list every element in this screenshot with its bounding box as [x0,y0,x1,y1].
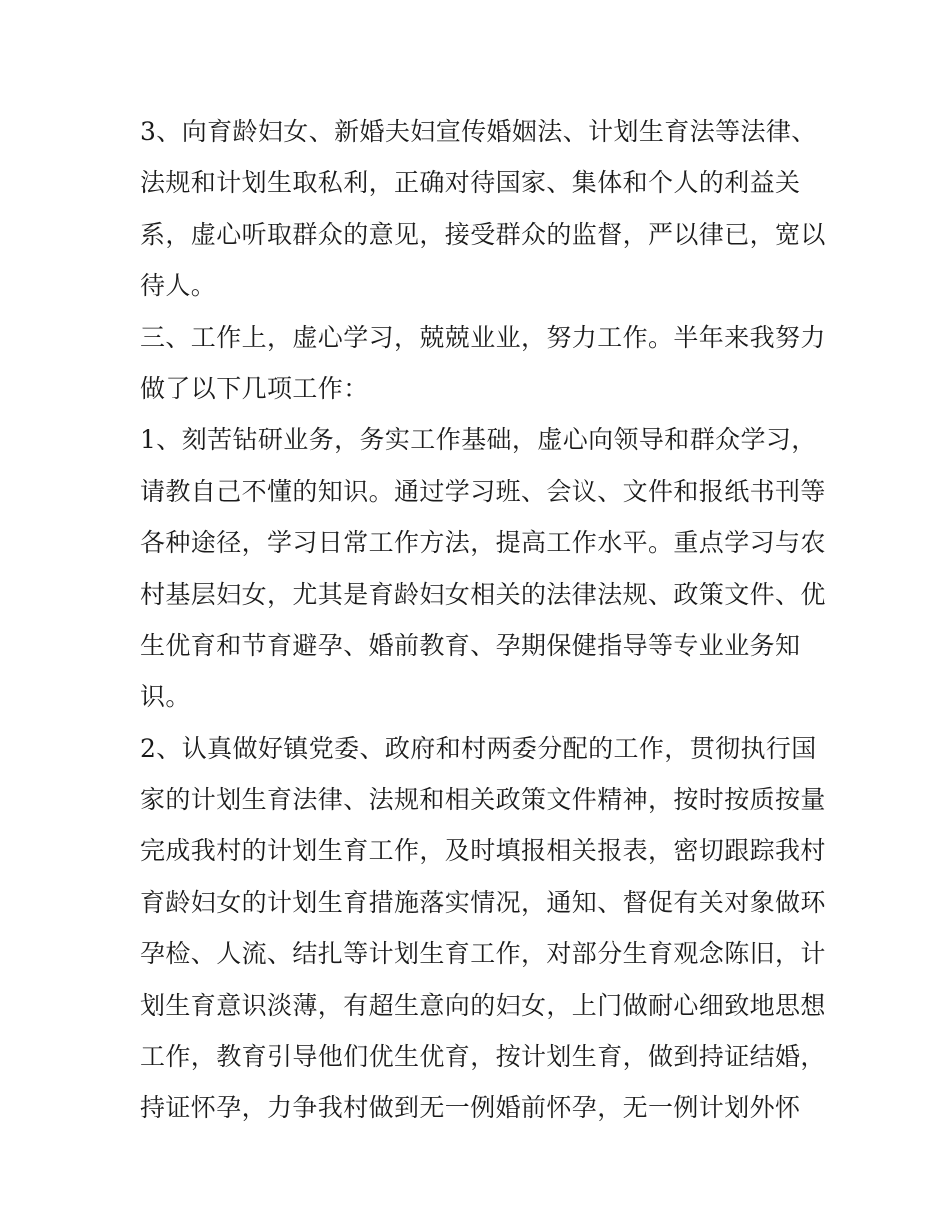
text-line: 家的计划生育法律、法规和相关政策文件精神，按时按质按量 [140,785,826,815]
text-line: 做了以下几项工作： [140,373,369,403]
text-line: 请教自己不懂的知识。通过学习班、会议、文件和报纸书刊等 [140,476,826,506]
text-line: 各种途径，学习日常工作方法，提高工作水平。重点学习与农 [140,528,826,558]
text-line: 3、向育龄妇女、新婚夫妇宣传婚姻法、计划生育法等法律、 [140,117,817,146]
text-line: 生优育和节育避孕、婚前教育、孕期保健指导等专业业务知 [140,630,801,660]
text-line: 工作，教育引导他们优生优育，按计划生育，做到持证结婚， [140,1042,826,1072]
text-line: 法规和计划生取私利，正确对待国家、集体和个人的利益关 [140,168,801,198]
text-line: 识。 [140,682,191,712]
text-line: 孕检、人流、结扎等计划生育工作，对部分生育观念陈旧，计 [140,939,826,969]
text-line: 村基层妇女，尤其是育龄妇女相关的法律法规、政策文件、优 [140,579,826,609]
section-heading-line: 三、工作上，虚心学习，兢兢业业，努力工作。半年来我努力 [140,322,826,352]
text-line: 待人。 [140,271,217,301]
text-line: 1、刻苦钻研业务，务实工作基础，虚心向领导和群众学习， [140,425,817,455]
text-line: 划生育意识淡薄，有超生意向的妇女，上门做耐心细致地思想 [140,990,826,1020]
text-line: 持证怀孕，力争我村做到无一例婚前怀孕，无一例计划外怀 [140,1093,801,1123]
document-body [140,106,826,1134]
text-line: 完成我村的计划生育工作，及时填报相关报表，密切跟踪我村 [140,836,826,866]
text-line: 育龄妇女的计划生育措施落实情况，通知、督促有关对象做环 [140,887,826,917]
text-line: 系，虚心听取群众的意见，接受群众的监督，严以律已，宽以 [140,219,826,249]
text-line: 2、认真做好镇党委、政府和村两委分配的工作，贯彻执行国 [140,733,817,763]
